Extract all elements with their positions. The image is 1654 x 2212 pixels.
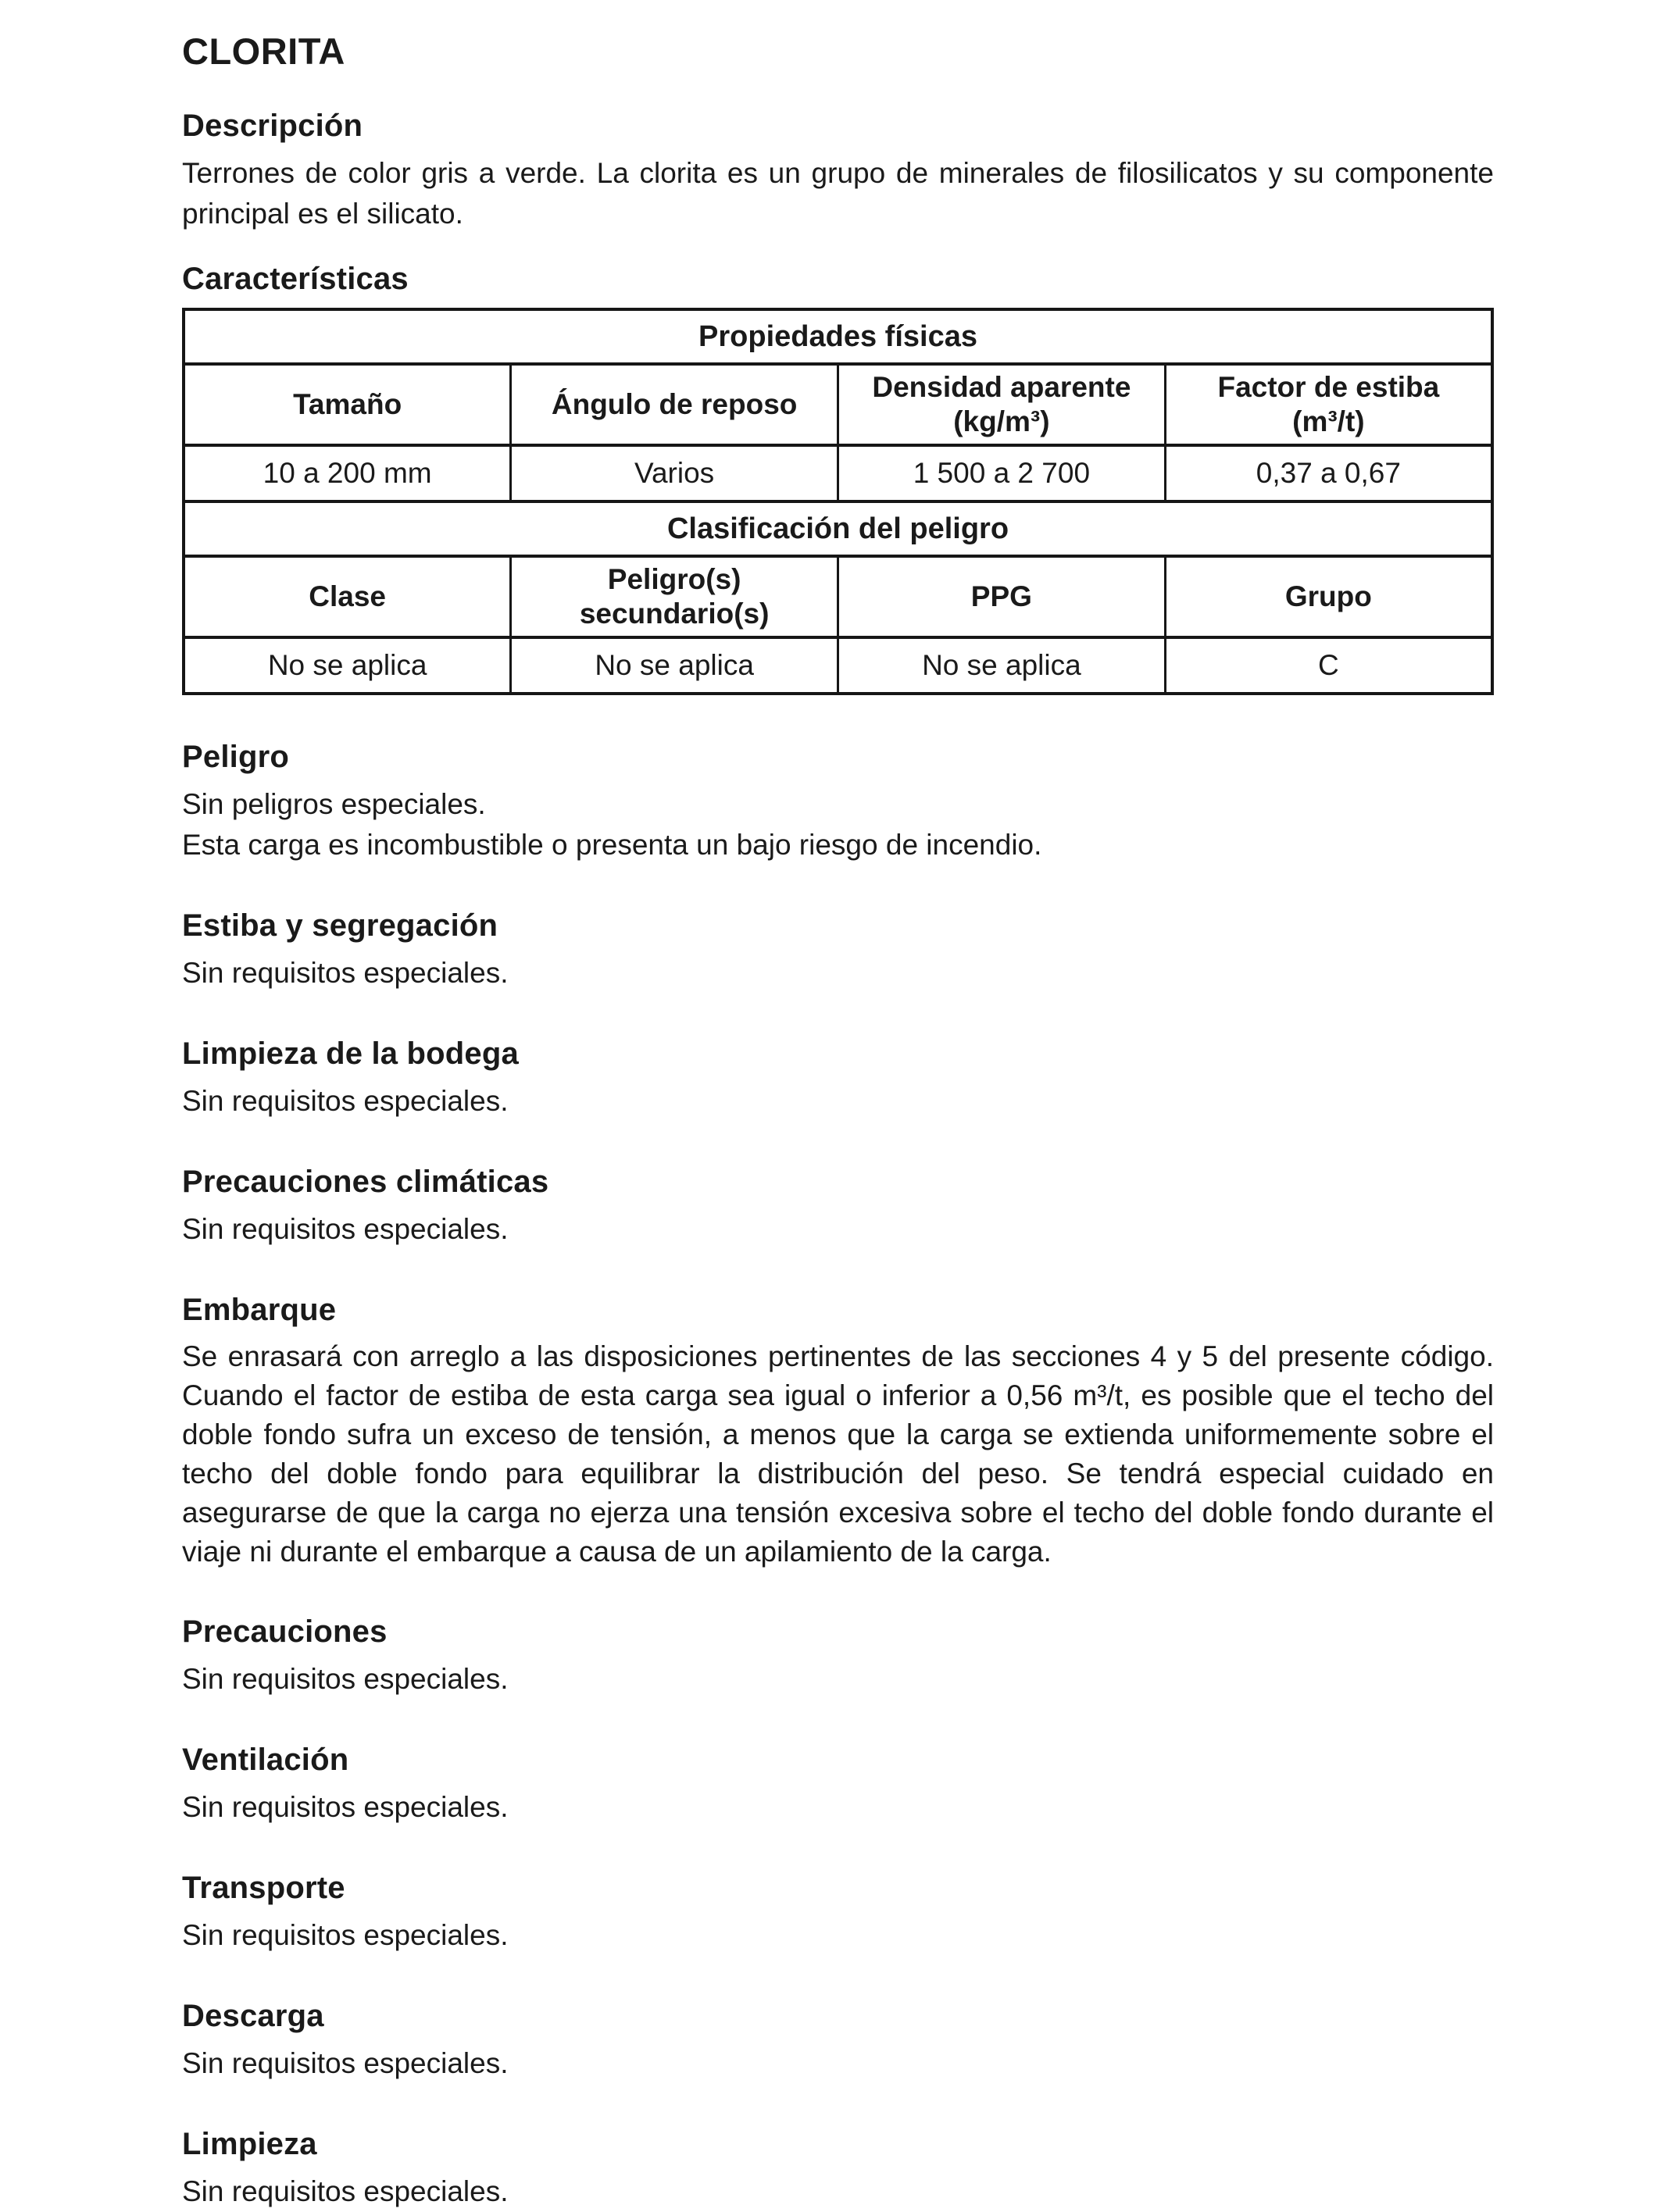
section-body: Sin requisitos especiales. — [182, 2047, 509, 2079]
characteristics-table — [182, 308, 1494, 695]
table-row — [184, 556, 1492, 637]
section-heading: Estiba y segregación — [182, 908, 498, 943]
section-body: Sin requisitos especiales. — [182, 1085, 509, 1117]
section-peligro — [182, 739, 1494, 865]
cell-line: Densidad aparente — [872, 371, 1131, 403]
col-header-tamano — [184, 364, 511, 445]
value-peligros-secundarios: No se aplica — [511, 637, 838, 694]
table-row — [184, 637, 1492, 694]
section-body: Sin requisitos especiales. — [182, 1663, 509, 1695]
section-body: Sin requisitos especiales. — [182, 957, 509, 989]
section-ventilacion — [182, 1742, 1494, 1828]
cell-line: Clase — [309, 580, 386, 612]
section-body: Sin peligros especiales. — [182, 788, 486, 820]
table-row — [184, 501, 1492, 556]
value-tamano: 10 a 200 mm — [184, 445, 511, 501]
cell-line: Tamaño — [293, 388, 402, 420]
section-body: Terrones de color gris a verde. La clorita es un grupo de minerales de filosilicatos y su componente principal es el silicato. — [182, 157, 1494, 230]
section-heading: Características — [182, 262, 409, 296]
section-body: Sin requisitos especiales. — [182, 2175, 509, 2207]
value-grupo: C — [1165, 637, 1492, 694]
value-factor-estiba: 0,37 a 0,67 — [1165, 445, 1492, 501]
col-header-ppg — [838, 556, 1166, 637]
col-header-clase — [184, 556, 511, 637]
value-densidad-aparente: 1 500 a 2 700 — [838, 445, 1166, 501]
table-row — [184, 309, 1492, 364]
section-body: Sin requisitos especiales. — [182, 1213, 509, 1245]
cell-line: Factor de estiba — [1217, 371, 1440, 403]
section-heading: Descarga — [182, 1999, 324, 2033]
physical-properties-banner: Propiedades físicas — [184, 309, 1492, 364]
section-embarque — [182, 1292, 1494, 1572]
section-heading: Precauciones — [182, 1614, 388, 1649]
col-header-peligros-secundarios — [511, 556, 838, 637]
section-descarga — [182, 1998, 1494, 2084]
section-caracteristicas — [182, 261, 1494, 695]
page-title: CLORITA — [182, 30, 345, 72]
cell-line: (kg/m³) — [953, 405, 1050, 437]
section-heading: Embarque — [182, 1293, 337, 1327]
hazard-classification-banner: Clasificación del peligro — [184, 501, 1492, 556]
section-limpieza-de-la-bodega — [182, 1036, 1494, 1122]
section-heading: Limpieza — [182, 2127, 317, 2161]
section-body: Sin requisitos especiales. — [182, 1919, 509, 1951]
table-row — [184, 445, 1492, 501]
cell-line: Ángulo de reposo — [551, 388, 798, 420]
value-angulo-reposo: Varios — [511, 445, 838, 501]
cell-line: Peligro(s) — [607, 563, 741, 595]
cell-line: secundario(s) — [579, 598, 770, 630]
section-limpieza — [182, 2126, 1494, 2212]
section-transporte — [182, 1870, 1494, 1956]
section-heading: Precauciones climáticas — [182, 1165, 549, 1199]
section-heading: Descripción — [182, 109, 363, 143]
table-row — [184, 364, 1492, 445]
section-heading: Ventilación — [182, 1743, 349, 1777]
section-body: Esta carga es incombustible o presenta un bajo riesgo de incendio. — [182, 829, 1042, 861]
col-header-grupo — [1165, 556, 1492, 637]
section-precauciones — [182, 1614, 1494, 1700]
section-heading: Limpieza de la bodega — [182, 1036, 519, 1071]
section-estiba-y-segregacion — [182, 908, 1494, 994]
value-ppg: No se aplica — [838, 637, 1166, 694]
section-heading: Peligro — [182, 740, 289, 774]
cell-line: PPG — [970, 580, 1032, 612]
col-header-densidad-aparente — [838, 364, 1166, 445]
section-body: Sin requisitos especiales. — [182, 1791, 509, 1823]
section-precauciones-climaticas — [182, 1164, 1494, 1250]
cell-line: (m³/t) — [1292, 405, 1365, 437]
section-descripcion — [182, 108, 1494, 234]
cell-line: Grupo — [1284, 580, 1372, 612]
section-heading: Transporte — [182, 1871, 345, 1905]
col-header-factor-estiba — [1165, 364, 1492, 445]
col-header-angulo-reposo — [511, 364, 838, 445]
value-clase: No se aplica — [184, 637, 511, 694]
section-body: Se enrasará con arreglo a las disposiciones pertinentes de las secciones 4 y 5 del presente código. Cuando el factor de estiba de esta carga sea igual o inferior a 0,56 m³/t, es posible que el techo del doble fondo sufra un exceso de tensión, a menos que la carga se extienda uniformemente sobre el techo del doble fondo para equilibrar la distribución del peso. Se tendrá especial cuidado en asegurarse de que la carga no ejerza una tensión excesiva sobre el techo del doble fondo durante el viaje ni durante el embarque a causa de un apilamiento de la carga. — [182, 1340, 1494, 1568]
